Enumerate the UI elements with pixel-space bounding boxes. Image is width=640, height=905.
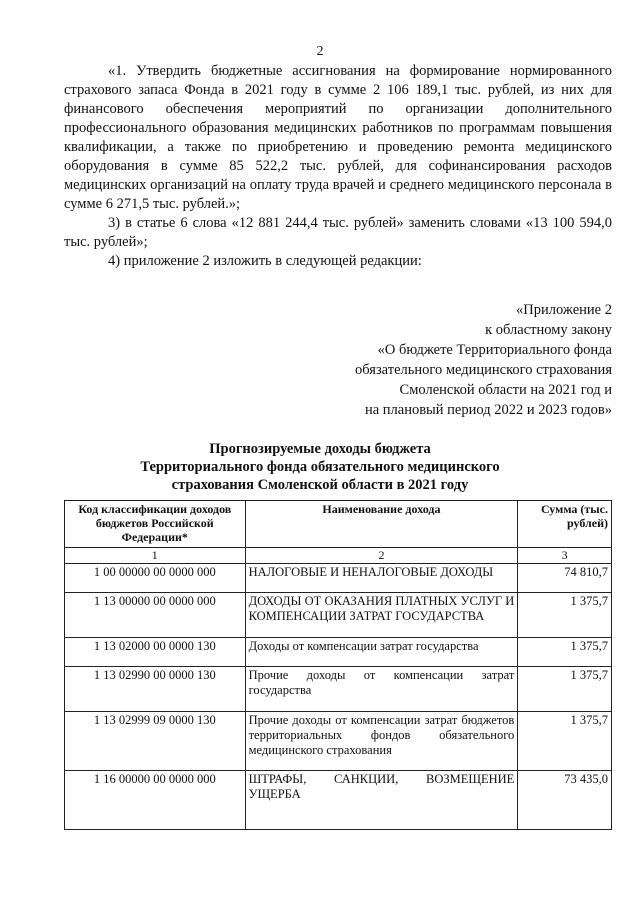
appendix-note-line: «О бюджете Территориального фонда	[377, 342, 612, 358]
appendix-note-line: обязательного медицинского страхования	[355, 362, 612, 378]
paragraph-1: «1. Утвердить бюджетные ассигнования на формирование нормированного страхового запаса Фонда в 2021 году в сумме 2 106 189,1 тыс. рублей, из них для финансового обеспечения мероприятий по организации дополнительного профессионального образования медицинских работников по программам повышения квалификации, а также по приобретению и проведению ремонта медицинского оборудования в сумме 85 522,2 тыс. рублей, для софинансирования расходов медицинских организаций на оплату труда врачей и среднего медицинского персонала в сумме 6 271,5 тыс. рублей.»;	[64, 63, 612, 212]
row-name: Доходы от компенсации затрат государства	[245, 638, 518, 667]
row-code: 1 13 00000 00 0000 000	[65, 593, 246, 638]
column-number: 1	[65, 548, 246, 564]
column-number: 2	[245, 548, 518, 564]
table-row	[65, 771, 612, 830]
appendix-note-line: на плановый период 2022 и 2023 годов»	[364, 402, 612, 418]
table-row	[65, 638, 612, 667]
row-code: 1 13 02000 00 0000 130	[65, 638, 246, 667]
table-title-line: Прогнозируемые доходы бюджета	[209, 441, 431, 457]
appendix-note-line: «Приложение 2	[516, 302, 612, 318]
row-name: ДОХОДЫ ОТ ОКАЗАНИЯ ПЛАТНЫХ УСЛУГ И КОМПЕНСАЦИИ ЗАТРАТ ГОСУДАРСТВА	[245, 593, 518, 638]
row-sum: 1 375,7	[518, 638, 612, 667]
row-sum: 1 375,7	[518, 712, 612, 771]
row-name: НАЛОГОВЫЕ И НЕНАЛОГОВЫЕ ДОХОДЫ	[245, 564, 518, 593]
page-number: 2	[316, 44, 324, 59]
appendix-note	[252, 300, 612, 420]
header-name: Наименование дохода	[245, 501, 518, 548]
row-name: Прочие доходы от компенсации затрат государства	[245, 667, 518, 712]
row-code: 1 13 02990 00 0000 130	[65, 667, 246, 712]
table-header-row	[65, 501, 612, 548]
row-code: 1 13 02999 09 0000 130	[65, 712, 246, 771]
table-row	[65, 593, 612, 638]
table-row	[65, 564, 612, 593]
row-code: 1 16 00000 00 0000 000	[65, 771, 246, 830]
table-row	[65, 667, 612, 712]
paragraph-3: 4) приложение 2 изложить в следующей редакции:	[108, 253, 422, 269]
table-row	[65, 712, 612, 771]
appendix-note-line: Смоленской области на 2021 год и	[399, 382, 612, 398]
row-name: Прочие доходы от компенсации затрат бюджетов территориальных фондов обязательного медицинского страхования	[245, 712, 518, 771]
paragraph-2: 3) в статье 6 слова «12 881 244,4 тыс. рублей» заменить словами «13 100 594,0 тыс. рублей»;	[64, 215, 612, 250]
row-sum: 1 375,7	[518, 667, 612, 712]
row-code: 1 00 00000 00 0000 000	[65, 564, 246, 593]
row-sum: 73 435,0	[518, 771, 612, 830]
table-title-line: страхования Смоленской области в 2021 году	[171, 477, 469, 493]
appendix-note-line: к областному закону	[485, 322, 612, 338]
body-text	[64, 62, 612, 271]
revenue-table	[64, 500, 612, 830]
table-title-line: Территориального фонда обязательного медицинского	[140, 459, 500, 475]
header-sum: Сумма (тыс. рублей)	[518, 501, 612, 548]
table-title	[0, 440, 640, 494]
row-name: ШТРАФЫ, САНКЦИИ, ВОЗМЕЩЕНИЕ УЩЕРБА	[245, 771, 518, 830]
header-code: Код классификации доходов бюджетов Российской Федерации*	[65, 501, 246, 548]
column-number: 3	[518, 548, 612, 564]
row-sum: 1 375,7	[518, 593, 612, 638]
row-sum: 74 810,7	[518, 564, 612, 593]
column-number-row	[65, 548, 612, 564]
